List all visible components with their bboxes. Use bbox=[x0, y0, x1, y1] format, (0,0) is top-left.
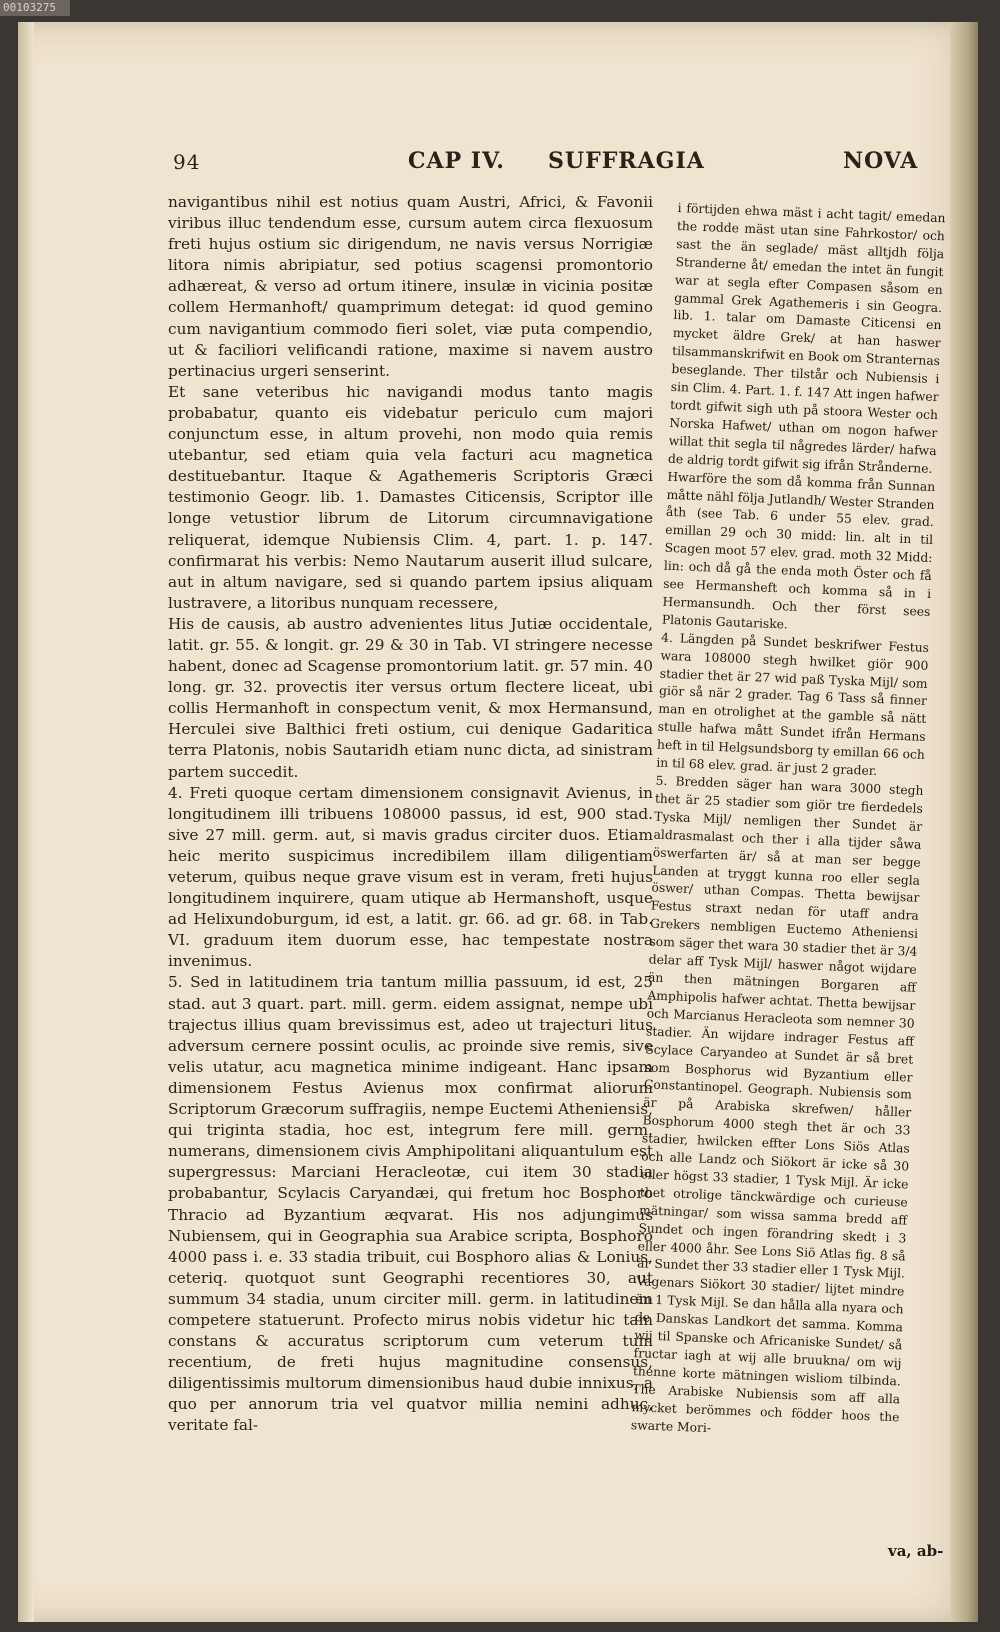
latin-paragraph: Et sane veteribus hic navigandi modus tanto magis probabatur, quanto eis videbatur periculo cum majori conjunctum esse, in altum provehi, non modo quia remis utebantur, sed etiam quia vela facturi acu magnetica destituebantur. Itaque & Agathemeris Scriptoris Græci testimonio Geogr. lib. 1. Damastes Citicensis, Scriptor ille longe vetustior librum de Litorum circumnavigatione reliquerat, idemque Nubiensis Clim. 4, part. 1. p. 147. confirmarat his verbis: Nemo Nautarum auserit illud sulcare, aut in altum navigare, sed si quando partem ipsius aliquam lustravere, a litoribus nunquam recessere, bbox=[168, 382, 653, 612]
chapter-label: CAP IV. bbox=[408, 148, 505, 174]
book-page bbox=[18, 22, 978, 1622]
swedish-paragraph: 5. Bredden säger han wara 3000 stegh thet är 25 stadier som giör tre fierdedels Tyska Mijl/ nemligen ther Sundet är aldrasmalast och ther i alla tijder såwa öswerfarten är/ så at man ser begge Landen at tryggt kunna roo eller segla öswer/ uthan Compas. Thetta bewijsar Festus straxt nedan för utaff andra Grekers nembligen Euctemo Atheniensi som säger thet wara 30 stadier thet är 3/4 delar aff Tysk Mijl/ haswer något wijdare än then mätningen Borgaren aff Amphipolis hafwer achtat. Thetta bewijsar och Marcianus Heracleota som nemner 30 stadier. Än wijdare indrager Festus aff Scylace Caryandeo at Sundet är så bret som Bosphorus wid Byzantium eller Constantinopel. Geograph. Nubiensis som är på Arabiska skrefwen/ håller Bosphorum 4000 stegh thet är och 33 stadier, hwilcken effter Lons Siös Atlas och alle Landz och Siökort är icke så 30 eller högst 33 stadier, 1 Tysk Mijl. Är icke thet otrolige tänckwärdige och curieuse mätningar/ som wissa samma bredd aff Sundet och ingen förandring skedt i 3 eller 4000 åhr. See Lons Siö Atlas fig. 8 så är Sundet ther 33 stadier eller 1 Tysk Mijl. Vagenars Siökort 30 stadier/ lijtet mindre än 1 Tysk Mijl. Se dan hålla alla nyara och de Danskas Landkort det samma. Komma wij til Spanske och Africaniske Sundet/ så fructar iagh at wij alle bruukna/ om wij thenne korte mätningen wisliom tilbinda. The Arabiske Nubiensis som aff alla mycket berömmes och födder hoos the swarte Mori- bbox=[630, 773, 924, 1435]
running-header bbox=[173, 142, 919, 182]
page-number: 94 bbox=[173, 150, 201, 174]
header-title-right: NOVA bbox=[843, 148, 919, 174]
latin-paragraph: 5. Sed in latitudinem tria tantum millia passuum, id est, 25 stad. aut 3 quart. part. mill. germ. eidem assignat, nempe ubi trajectus illius quam brevissimus est, adeo ut trajecturi litus adversum cernere possint oculis, ac proinde sive remis, sive velis utatur, acu magnetica minime indigeant. Hanc ipsam dimensionem Festus Avienus mox confirmat aliorum Scriptorum Græcorum suffragiis, nempe Euctemi Atheniensis, qui triginta stadia, hoc est, integrum fere mill. germ. numerans, dimensionem civis Amphipolitani aliquantulum est supergressus: Marciani Heracleotæ, cui item 30 stadia probabantur, Scylacis Caryandæi, qui fretum hoc Bosphoro Thracio ad Byzantium æqvarat. His nos adjungimus Nubiensem, qui in Geographia sua Arabice scripta, Bosphoro 4000 pass i. e. 33 stadia tribuit, cui Bosphoro alias & Lonius, ceteriq. quotquot sunt Geographi recentiores 30, aut summum 34 stadia, unum circiter mill. germ. in latitudinem competere statuerunt. Profecto mirus nobis videtur hic tam constans & accuratus scriptorum cum veterum tum recentium, de freti hujus magnitudine consensus, diligentissimis multorum dimensionibus haud dubie innixus, a quo per annorum tria vel quatvor millia nemini adhuc, veritate fal- bbox=[168, 973, 653, 1435]
latin-text-column bbox=[168, 192, 653, 1522]
latin-paragraph: navigantibus nihil est notius quam Austri, Africi, & Favonii viribus illuc tendendum esse, cursum autem circa flexuosum freti hujus ostium sic dirigendum, ne navis versus Norrigiæ litora nimis abripiatur, sed potius scagensi promontorio adhæreat, & verso ad ortum itinere, insulæ in vicinia positæ collem Hermanhoft/ quamprimum detegat: id quod gemino cum navigantium commodo fieri solet, viæ puta compendio, ut & faciliori velificandi ratione, maxime si navem austro pertinacius urgeri senserint. bbox=[168, 193, 653, 380]
swedish-paragraph: i förtijden ehwa mäst i acht tagit/ emedan the rodde mäst utan sine Fahrkostor/ och sast the än seglade/ mäst alltjdh följa Stranderne åt/ emedan the intet än fungit war at segla efter Compasen såsom en gammal Grek Agathemeris i sin Geogra. lib. 1. talar om Damaste Citicensi en mycket äldre Grek/ at han haswer tilsammanskrifwit en Book om Stranternas beseglande. Ther tilstår och Nubiensis i sin Clim. 4. Part. 1. f. 147 Att ingen hafwer tordt gifwit sigh uth på stoora Wester och Norska Hafwet/ uthan om nogon hafwer willat thit segla til någredes lärder/ hafwa de aldrig tordt gifwit sig ifrån Strånderne. bbox=[667, 200, 946, 476]
swedish-paragraph: Hwarföre the som då komma från Sunnan måtte nähl följa Jutlandh/ Wester Stranden åth (see Tab. 6 under 55 elev. grad. emillan 29 och 30 midd: lin. alt in til Scagen moot 57 elev. grad. moth 32 Midd: lin: och då gå the enda moth Öster och få see Hermansheft och komma så in i Hermansundh. Och ther först sees Platonis Gautariske. bbox=[661, 469, 936, 632]
catchword: va, ab- bbox=[888, 1542, 944, 1560]
header-title-left: SUFFRAGIA bbox=[548, 148, 705, 174]
latin-paragraph: His de causis, ab austro advenientes litus Jutiæ occidentale, latit. gr. 55. & longit. gr. 29 & 30 in Tab. VI stringere necesse habent, donec ad Scagense promontorium latit. gr. 57 min. 40 long. gr. 32. provectis iter versus ortum flectere liceat, ubi collis Hermanhoft in conspectum venit, & mox Hermansund, Herculei sive Balthici freti ostium, cui denique Gadaritica terra Platonis, nobis Sautaridh etiam nunc dicta, ad sinistram partem succedit. bbox=[168, 614, 653, 781]
page-gutter-left bbox=[18, 22, 34, 1622]
shelfmark-label: 00103275 bbox=[0, 0, 70, 16]
binding-edge bbox=[950, 22, 978, 1622]
latin-paragraph: 4. Freti quoque certam dimensionem consignavit Avienus, in longitudinem illi tribuens 108000 passus, id est, 900 stad. sive 27 mill. germ. aut, si mavis gradus circiter duos. Etiam heic merito suspicimus incredibilem illam diligentiam veterum, quibus neque grave visum est in veram, freti hujus longitudinem inquirere, quam utique ab Hermanshoft, usque ad Helixundoburgum, id est, a latit. gr. 66. ad gr. 68. in Tab. VI. graduum item duorum esse, hac tempestate nostra invenimus. bbox=[168, 783, 653, 971]
swedish-text-column bbox=[627, 200, 946, 1539]
swedish-paragraph: 4. Längden på Sundet beskrifwer Festus wara 108000 stegh hwilket giör 900 stadier thet är 27 wid paß Tyska Mijl/ som giör så när 2 grader. Tag 6 Tass så finner man en otrolighet at the gamble så nätt stulle hafwa mått Sundet ifrån Hermans heft in til Helgsundsborg ty emillan 66 och in til 68 elev. grad. är just 2 grader. bbox=[656, 630, 930, 779]
